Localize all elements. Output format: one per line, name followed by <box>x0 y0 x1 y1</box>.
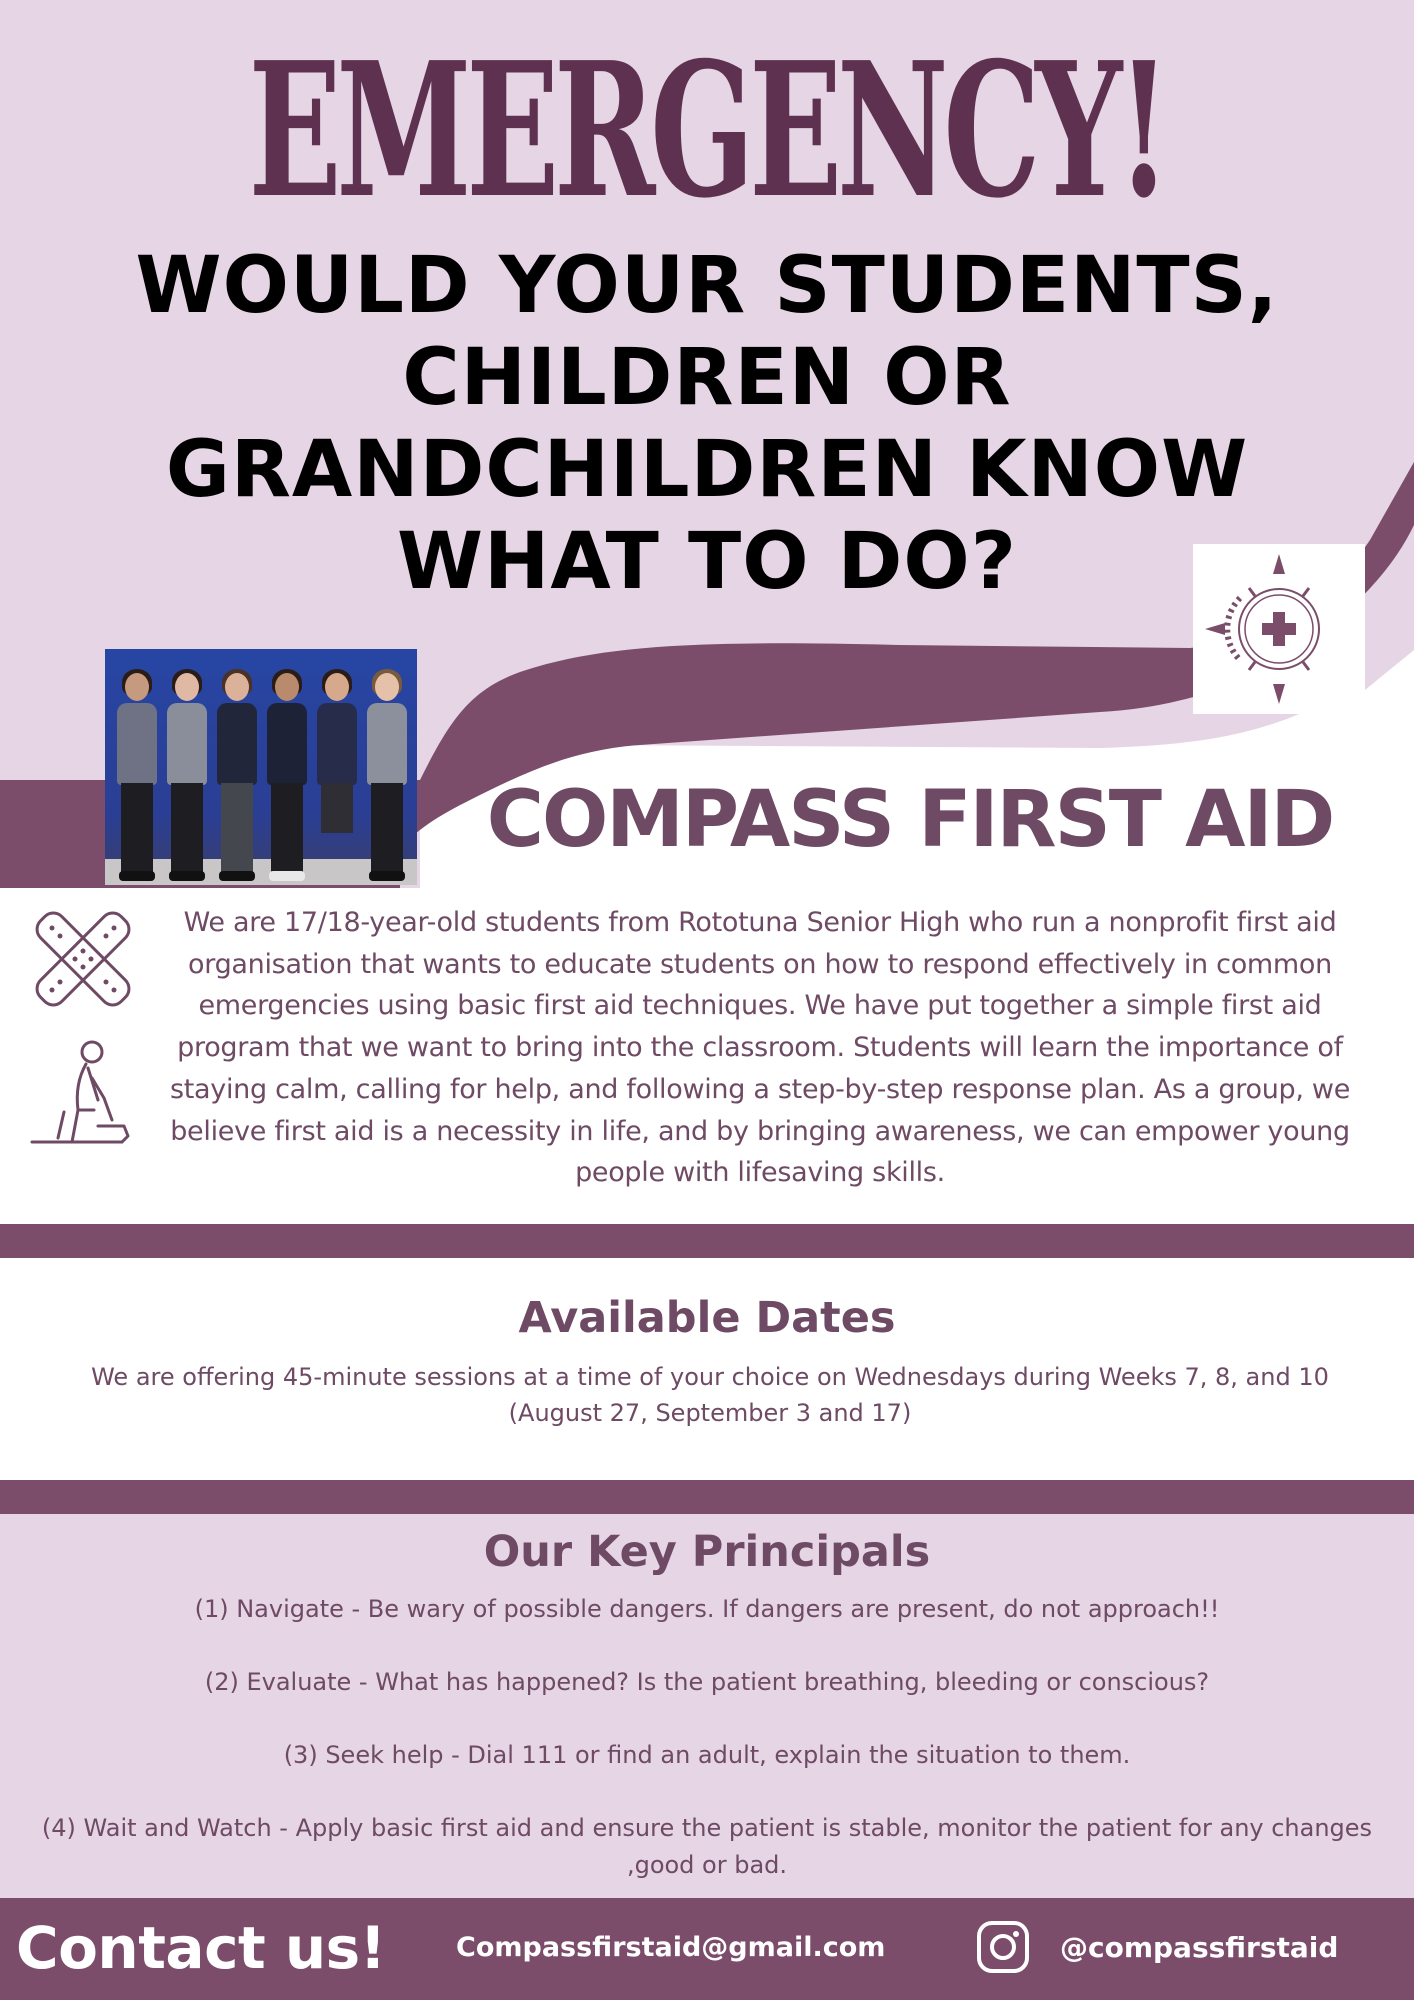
question-heading: WOULD YOUR STUDENTS, CHILDREN OR GRANDCHILDREN KNOW WHAT TO DO? <box>135 241 1279 607</box>
headline: EMERGENCY! <box>248 21 1166 239</box>
intro-paragraph: We are 17/18-year-old students from Rototuna Senior High who run a nonprofit first aid organisation that wants to educate students on how to respond effectively in common emergencies using basic first aid techniques. We have put together a simple first aid program that we want to bring into the classroom. Students will learn the importance of staying calm, calling for help, and following a step-by-step response plan. As a group, we believe first aid is a necessity in life, and by bringing awareness, we can empower young people with lifesaving skills. <box>169 907 1351 1189</box>
photo-person <box>213 665 261 885</box>
principle-item: (2) Evaluate - What has happened? Is the patient breathing, bleeding or conscious? <box>204 1668 1210 1696</box>
instagram-handle-link[interactable]: @compassfirstaid <box>1060 1931 1339 1964</box>
contact-email-link[interactable]: Compassfirstaid@gmail.com <box>456 1932 886 1963</box>
compass-cross-icon <box>1193 544 1365 714</box>
available-dates-text: We are offering 45-minute sessions at a time of your choice on Wednesdays during Weeks 7, 8, and 10 (August 27, September 3 and 17) <box>91 1363 1329 1427</box>
instagram-icon[interactable] <box>976 1920 1030 1974</box>
principle-item: (3) Seek help - Dial 111 or find an adult, explain the situation to them. <box>283 1741 1131 1769</box>
divider-band <box>0 1480 1414 1514</box>
available-dates-title: Available Dates <box>518 1293 896 1343</box>
cpr-icon <box>28 1038 138 1156</box>
photo-person <box>163 665 211 885</box>
photo-person <box>363 665 411 885</box>
principle-item: (1) Navigate - Be wary of possible dangers. If dangers are present, do not approach!! <box>194 1595 1220 1623</box>
contact-title: Contact us! <box>16 1914 386 1982</box>
principle-item: (4) Wait and Watch - Apply basic first aid and ensure the patient is stable, monitor the patient for any changes ,good or bad. <box>41 1814 1373 1879</box>
photo-person <box>113 665 161 885</box>
compass-logo <box>1193 544 1365 714</box>
bandage-icon <box>30 906 136 1012</box>
brand-name: COMPASS FIRST AID <box>486 775 1334 865</box>
photo-person <box>313 665 361 885</box>
key-principals-title: Our Key Principals <box>483 1527 931 1577</box>
photo-person <box>263 665 311 885</box>
team-photo <box>105 649 417 885</box>
divider-band <box>0 1224 1414 1258</box>
